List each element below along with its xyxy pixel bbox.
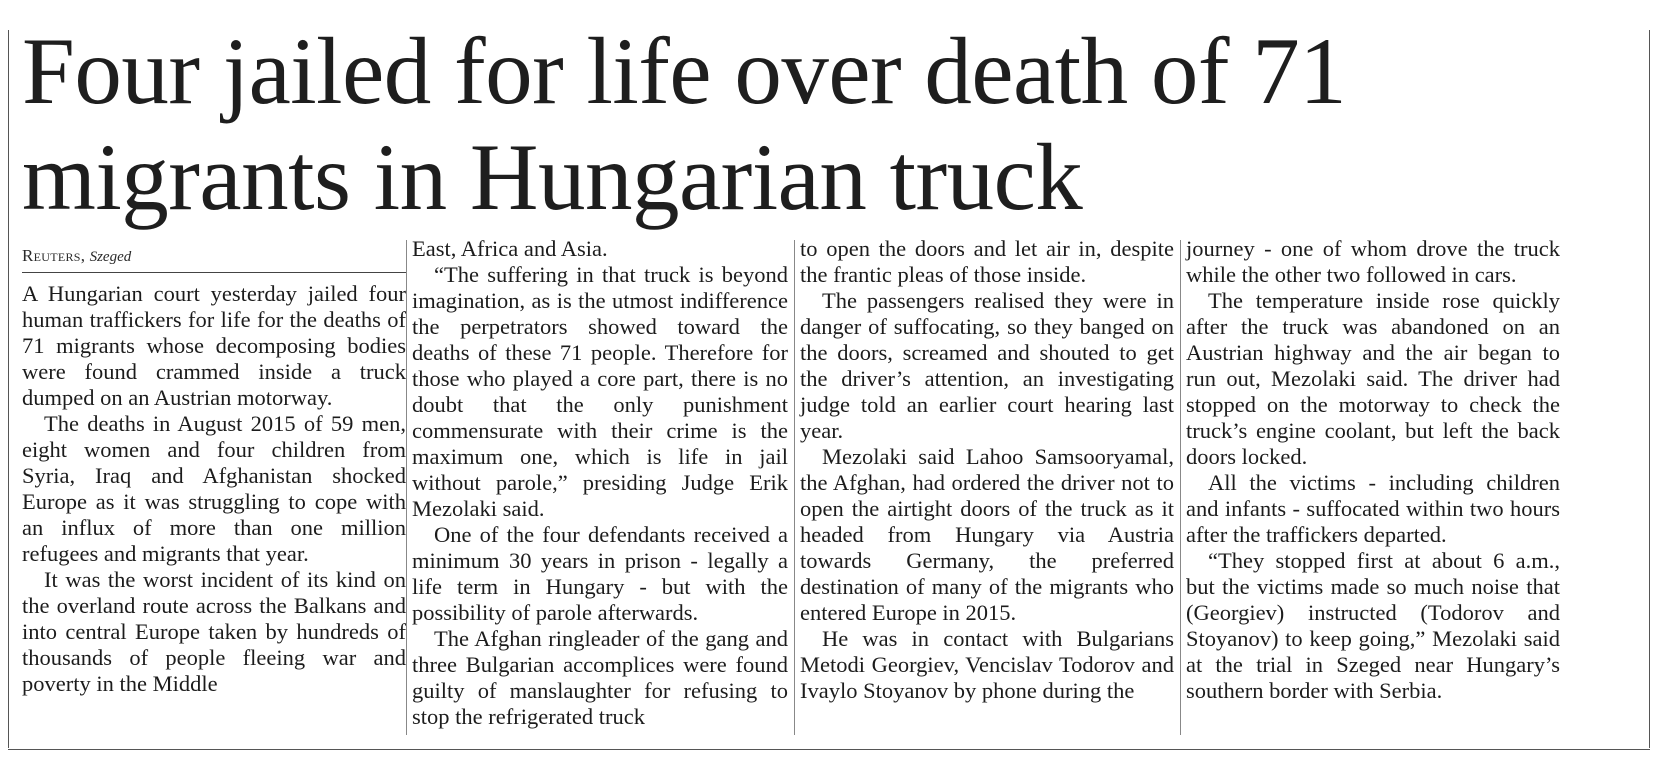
byline bbox=[22, 246, 131, 266]
headline bbox=[22, 18, 1622, 230]
bottom-border-rule bbox=[8, 749, 1650, 750]
byline-rule bbox=[22, 272, 406, 273]
byline-agency: Reuters, bbox=[22, 246, 86, 265]
right-border-rule bbox=[1649, 30, 1650, 748]
paragraph: It was the worst incident of its kind on the overland route across the Balkans and into central Europe taken by hundreds of thousands of people fleeing war and poverty in the Middle bbox=[22, 567, 406, 696]
paragraph: Mezolaki said Lahoo Samsooryamal, the Afghan, had ordered the driver not to open the airtight doors of the truck as it headed from Hungary via Austria towards Germany, the preferred destination of many of the migrants who entered Europe in 2015. bbox=[800, 444, 1174, 625]
paragraph: The passengers realised they were in danger of suffocating, so they banged on the doors, screamed and shouted to get the driver’s attention, an investigating judge told an earlier court hearing last year. bbox=[800, 288, 1174, 443]
headline-line-2: migrants in Hungarian truck bbox=[22, 124, 1083, 230]
paragraph: to open the doors and let air in, despite the frantic pleas of those inside. bbox=[800, 236, 1174, 287]
paragraph: “The suffering in that truck is beyond imagination, as is the utmost indifference the perpetrators showed toward the deaths of these 71 people. Therefore for those who played a core part, there is no doubt that the only punishment commensurate with their crime is the maximum one, which is life in jail without parole,” presiding Judge Erik Mezolaki said. bbox=[412, 262, 788, 521]
paragraph: “They stopped first at about 6 a.m., but the victims made so much noise that (Georgiev) instructed (Todorov and Stoyanov) to keep going,” Mezolaki said at the trial in Szeged near Hungary’s southern border with Serbia. bbox=[1186, 548, 1560, 703]
byline-place: Szeged bbox=[89, 249, 132, 265]
article-column-2 bbox=[412, 236, 788, 730]
paragraph: All the victims - including children and infants - suffocated within two hours after the traffickers departed. bbox=[1186, 470, 1560, 547]
headline-line-1: Four jailed for life over death of 71 bbox=[22, 18, 1347, 124]
column-separator bbox=[406, 240, 407, 735]
paragraph: He was in contact with Bulgarians Metodi Georgiev, Vencislav Todorov and Ivaylo Stoyanov by phone during the bbox=[800, 626, 1174, 703]
paragraph: journey - one of whom drove the truck while the other two followed in cars. bbox=[1186, 236, 1560, 287]
paragraph: East, Africa and Asia. bbox=[412, 236, 608, 261]
column-separator bbox=[1180, 240, 1181, 735]
article-column-1 bbox=[22, 281, 406, 697]
paragraph: A Hungarian court yesterday jailed four human traffickers for life for the deaths of 71 migrants whose decomposing bodies were found crammed inside a truck dumped on an Austrian motorway. bbox=[22, 281, 406, 410]
paragraph: The temperature inside rose quickly after the truck was abandoned on an Austrian highway and the air began to run out, Mezolaki said. The driver had stopped on the motorway to check the truck’s engine coolant, but left the back doors locked. bbox=[1186, 288, 1560, 469]
paragraph: One of the four defendants received a minimum 30 years in prison - legally a life term in Hungary - but with the possibility of parole afterwards. bbox=[412, 522, 788, 625]
column-separator bbox=[794, 240, 795, 735]
paragraph: The deaths in August 2015 of 59 men, eight women and four children from Syria, Iraq and Afghanistan shocked Europe as it was struggling to cope with an influx of more than one million refugees and migrants that year. bbox=[22, 411, 406, 566]
paragraph: The Afghan ringleader of the gang and three Bulgarian accomplices were found guilty of manslaughter for refusing to stop the refrigerated truck bbox=[412, 626, 788, 729]
left-border-rule bbox=[8, 30, 9, 748]
article-column-4 bbox=[1186, 236, 1560, 704]
article-column-3 bbox=[800, 236, 1174, 704]
